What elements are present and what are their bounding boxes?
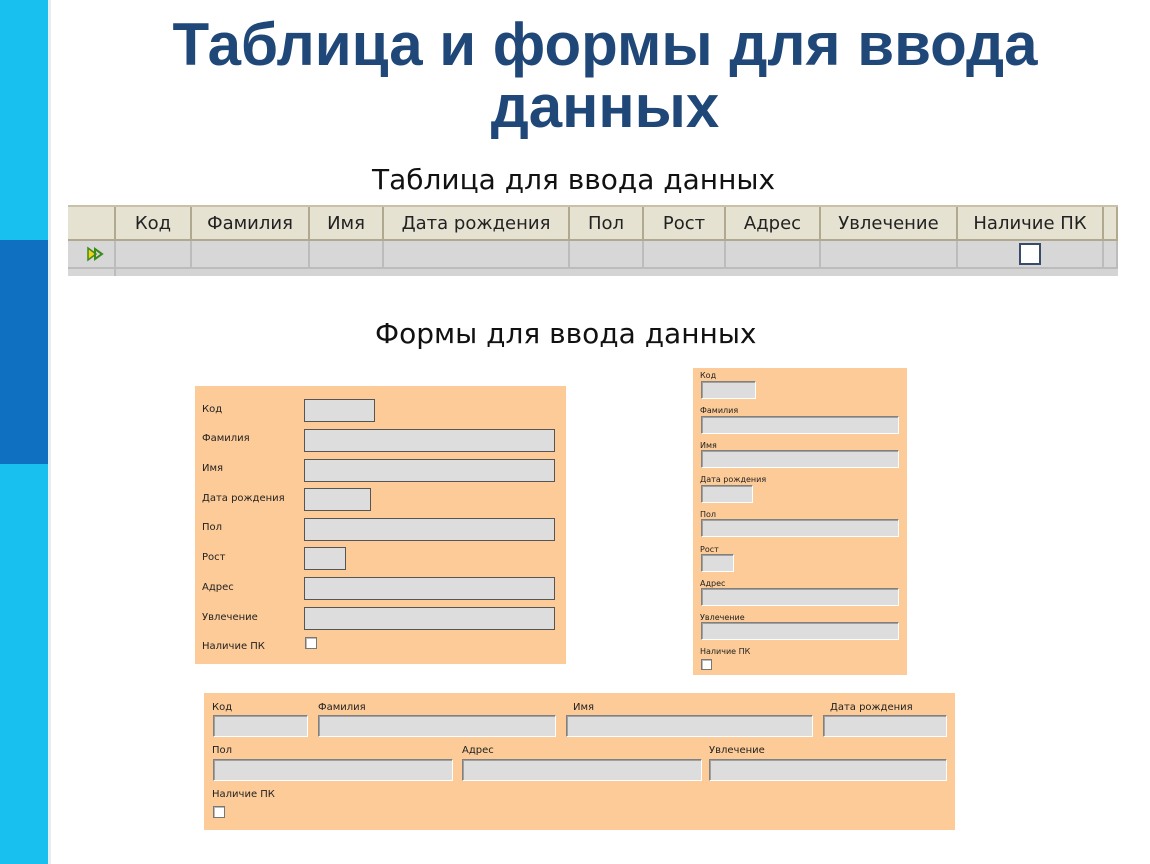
field-rost[interactable] [701,554,734,572]
cell-adres[interactable] [726,241,821,269]
field-uvlechenie[interactable] [701,622,899,640]
column-header-adres[interactable]: Адрес [726,207,821,241]
label-imya: Имя [700,441,717,450]
field-data-rozhdeniya[interactable] [701,485,753,503]
header-filler-cell [1104,207,1118,241]
label-uvlechenie: Увлечение [709,745,765,756]
label-adres: Адрес [462,745,494,756]
field-imya[interactable] [304,459,555,482]
label-data-rozhdeniya: Дата рождения [830,702,913,713]
field-data-rozhdeniya[interactable] [304,488,371,511]
row-filler-cell [1104,241,1118,269]
checkbox-nalichie-pk[interactable] [305,637,317,649]
label-nalichie-pk: Наличие ПК [202,641,265,652]
cell-pol[interactable] [570,241,644,269]
cell-nalichie-pk[interactable] [958,241,1104,269]
label-kod: Код [212,702,233,713]
cell-kod[interactable] [116,241,192,269]
column-header-uvlechenie[interactable]: Увлечение [821,207,958,241]
sidebar-accent-bottom [0,464,48,864]
field-rost[interactable] [304,547,346,570]
field-kod[interactable] [213,715,308,737]
label-imya: Имя [202,463,224,474]
label-kod: Код [202,404,223,415]
form-columnar-labels-left [195,386,566,664]
label-familiya: Фамилия [202,433,250,444]
label-pol: Пол [212,745,233,756]
field-adres[interactable] [304,577,555,600]
column-header-imya[interactable]: Имя [310,207,384,241]
table-row [68,241,1118,269]
header-selector-cell [68,207,116,241]
label-imya: Имя [573,702,595,713]
cell-uvlechenie[interactable] [821,241,958,269]
forms-section-title: Формы для ввода данных [375,317,757,350]
datasheet-table [68,205,1118,276]
cell-familiya[interactable] [192,241,310,269]
label-uvlechenie: Увлечение [700,613,745,622]
field-uvlechenie[interactable] [304,607,555,630]
sidebar-accent-middle [0,240,48,464]
field-pol[interactable] [213,759,453,781]
column-header-nalichie-pk[interactable]: Наличие ПК [958,207,1104,241]
label-adres: Адрес [202,582,234,593]
sidebar-divider [48,0,51,864]
label-pol: Пол [700,510,717,519]
label-uvlechenie: Увлечение [202,612,258,623]
record-selector[interactable] [68,241,116,269]
checkbox-nalichie-pk[interactable] [701,659,712,670]
nalichie-pk-checkbox[interactable] [1019,243,1041,265]
new-record-selector[interactable] [68,269,116,276]
column-header-familiya[interactable]: Фамилия [192,207,310,241]
column-header-rost[interactable]: Рост [644,207,726,241]
cell-imya[interactable] [310,241,384,269]
column-header-kod[interactable]: Код [116,207,192,241]
label-familiya: Фамилия [318,702,366,713]
column-header-pol[interactable]: Пол [570,207,644,241]
field-kod[interactable] [304,399,375,422]
slide-title: Таблица и формы для ввода данных [172,11,1038,140]
field-imya[interactable] [566,715,813,737]
label-adres: Адрес [700,579,726,588]
field-pol[interactable] [701,519,899,537]
checkbox-nalichie-pk[interactable] [213,806,225,818]
label-familiya: Фамилия [700,406,739,415]
current-record-arrow-icon [86,246,104,262]
field-uvlechenie[interactable] [709,759,947,781]
field-kod[interactable] [701,381,756,399]
table-section-title: Таблица для ввода данных [372,163,776,196]
field-adres[interactable] [701,588,899,606]
field-adres[interactable] [462,759,702,781]
table-header-row [68,207,1118,241]
field-pol[interactable] [304,518,555,541]
field-familiya[interactable] [701,416,899,434]
field-familiya[interactable] [318,715,556,737]
cell-rost[interactable] [644,241,726,269]
label-kod: Код [700,371,717,380]
column-header-data-rozhdeniya[interactable]: Дата рождения [384,207,570,241]
label-data-rozhdeniya: Дата рождения [700,475,767,484]
label-pol: Пол [202,522,223,533]
label-data-rozhdeniya: Дата рождения [202,493,285,504]
label-nalichie-pk: Наличие ПК [700,647,751,656]
field-familiya[interactable] [304,429,555,452]
label-rost: Рост [202,552,226,563]
cell-data-rozhdeniya[interactable] [384,241,570,269]
form-columnar-labels-above [693,368,907,675]
sidebar-accent-top [0,0,48,240]
form-horizontal [204,693,955,830]
field-imya[interactable] [701,450,899,468]
label-rost: Рост [700,545,719,554]
field-data-rozhdeniya[interactable] [823,715,947,737]
label-nalichie-pk: Наличие ПК [212,789,275,800]
